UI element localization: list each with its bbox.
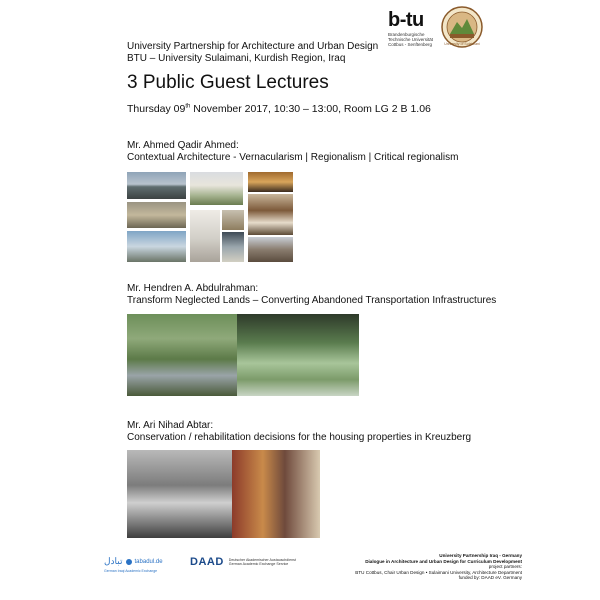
btu-logo-line: Brandenburgische <box>388 32 425 37</box>
lecture-3-speaker: Mr. Ari Nihad Abtar: <box>127 420 214 431</box>
footer-line-1: University Partnership Iraq - Germany <box>439 553 522 558</box>
btu-logo <box>388 9 438 47</box>
daad-logo-line: Deutscher Akademischer Austauschdienst <box>228 557 296 562</box>
building-photo-1 <box>127 172 186 199</box>
lecture-2-topic: Transform Neglected Lands – Converting Abandoned Transportation Infrastructures <box>127 295 497 306</box>
building-photo-5 <box>190 210 220 262</box>
footer-line-2: Dialogue in Architecture and Urban Design for Curriculum Development <box>365 558 522 564</box>
tabadul-icon <box>126 559 132 565</box>
tabadul-logo-sub: German Iraqi Academic Exchange <box>104 569 158 573</box>
lecture-3-topic: Conservation / rehabilitation decisions for the housing properties in Kreuzberg <box>127 432 472 443</box>
building-photo-7 <box>248 194 293 235</box>
lecture-1-speaker: Mr. Ahmed Qadir Ahmed: <box>127 140 239 151</box>
event-date-sup: th <box>185 103 191 110</box>
event-date <box>127 103 431 115</box>
header-line-2: BTU – University Sulaimani, Kurdish Region, Iraq <box>127 53 346 64</box>
building-photo-10 <box>248 237 293 262</box>
tabadul-logo-name: tabadul.de <box>134 558 163 565</box>
aerial-park-photo <box>127 314 237 396</box>
sulaimani-seal-logo <box>441 6 483 48</box>
btu-logo-mark: b-tu <box>388 9 424 31</box>
btu-logo-line: Technische Universität <box>388 37 434 42</box>
daad-logo-mark: DAAD <box>190 556 224 568</box>
building-photo-9 <box>222 232 244 262</box>
lecture-1-topic: Contextual Architecture - Vernacularism | Regionalism | Critical regionalism <box>127 152 459 163</box>
sulaimani-seal-caption: University of Sulaimani <box>444 42 480 46</box>
event-date-day: Thursday 09 <box>127 103 186 115</box>
building-photo-2 <box>190 172 243 205</box>
building-photo-3 <box>248 172 293 192</box>
footer-block <box>272 553 522 581</box>
kreuzberg-shop-photo <box>232 450 320 538</box>
header-line-1: University Partnership for Architecture and Urban Design <box>127 41 379 52</box>
kreuzberg-historic-photo <box>127 450 232 538</box>
tabadul-logo-script: تبادل <box>104 556 123 566</box>
building-photo-6 <box>222 210 244 230</box>
building-photo-4 <box>127 202 186 228</box>
page-title: 3 Public Guest Lectures <box>127 72 329 93</box>
btu-logo-line: Cottbus - Senftenberg <box>388 42 433 47</box>
building-photo-8 <box>127 231 186 262</box>
footer-line-4: BTU Cottbus, Chair Urban Design • Sulaimani University, Architecture Department <box>355 569 522 575</box>
event-date-rest: November 2017, 10:30 – 13:00, Room LG 2 B 1.06 <box>190 103 431 115</box>
tabadul-logo <box>104 556 184 573</box>
lecture-2-speaker: Mr. Hendren A. Abdulrahman: <box>127 283 259 294</box>
elevated-walkway-photo <box>237 314 359 396</box>
daad-logo-line: German Academic Exchange Service <box>228 562 289 566</box>
footer-line-3: project partners: <box>488 564 522 570</box>
footer-line-5: funded by: DAAD eV. Germany <box>458 575 522 581</box>
